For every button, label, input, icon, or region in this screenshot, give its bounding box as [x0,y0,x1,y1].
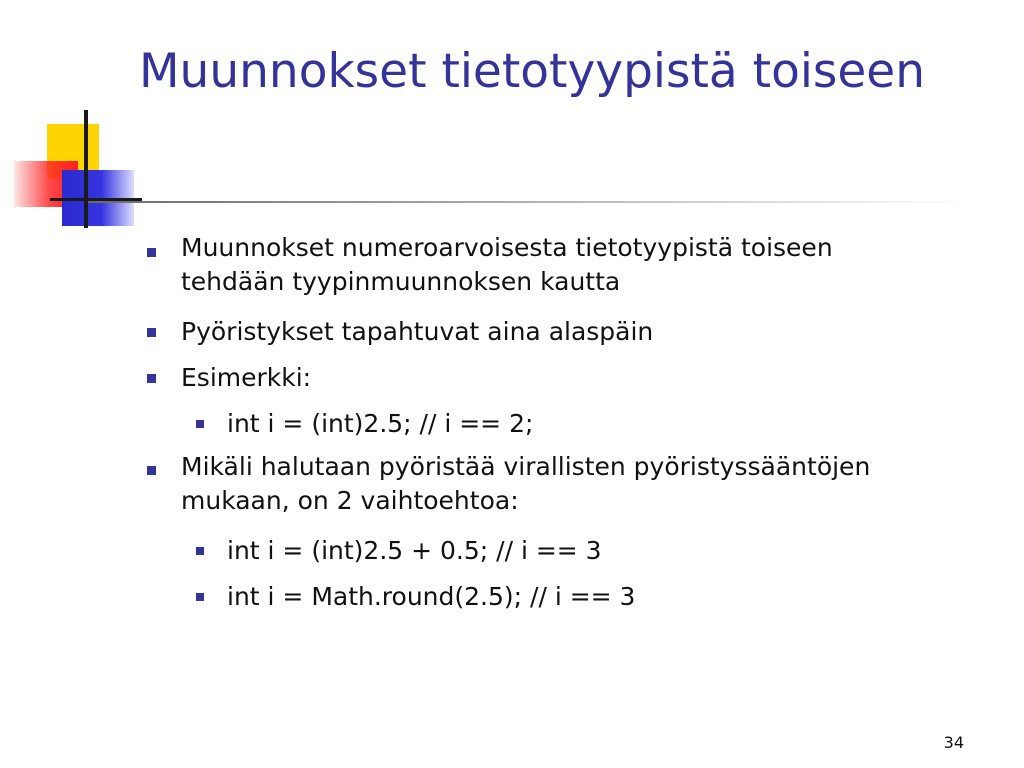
sub-bullet-item: int i = (int)2.5; // i == 2; [227,409,534,438]
bullet-marker [147,374,156,383]
sub-bullet-item: int i = Math.round(2.5); // i == 3 [227,582,636,611]
slide-title: Muunnokset tietotyypistä toiseen [139,44,925,99]
sub-bullet-marker [196,420,204,428]
bullet-marker [147,328,156,337]
bullet-marker [147,466,156,475]
sub-bullet-item: int i = (int)2.5 + 0.5; // i == 3 [227,536,602,565]
sub-bullet-marker [196,547,204,555]
bullet-item: Mikäli halutaan pyöristää virallisten pyöristyssääntöjen mukaan, on 2 vaihtoehtoa: [181,452,871,515]
sub-bullet-marker [196,593,204,601]
page-number: 34 [943,733,964,752]
bullet-item: Muunnokset numeroarvoisesta tietotyypistä toiseen tehdään tyypinmuunnoksen kautta [181,233,833,296]
bullet-marker [147,248,156,257]
bullet-item: Pyöristykset tapahtuvat aina alaspäin [181,317,654,346]
bullet-item: Esimerkki: [181,363,312,392]
